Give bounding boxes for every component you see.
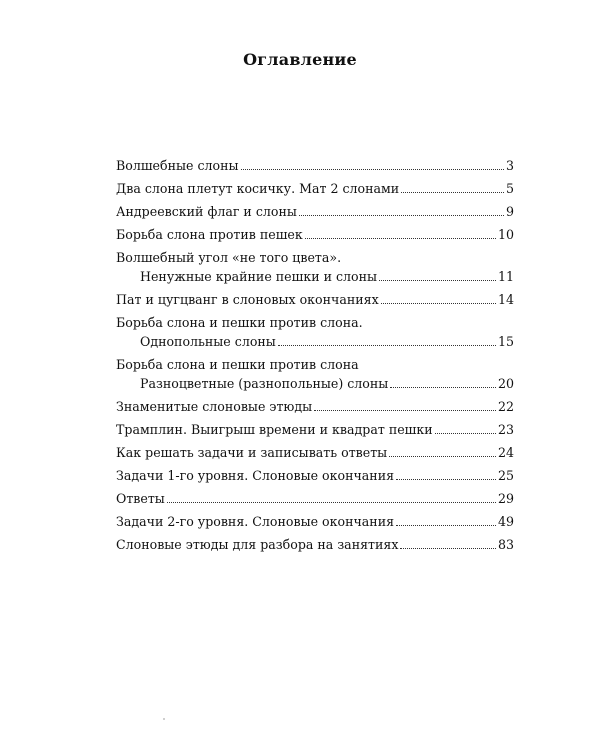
scan-speck [163, 718, 165, 720]
toc-page-number: 23 [497, 422, 514, 437]
toc-entry-title: Слоновые этюды для разбора на занятиях [116, 537, 399, 552]
toc-entry-title: Ответы [116, 491, 165, 506]
toc-page-number: 29 [497, 491, 514, 506]
dot-leader [396, 479, 496, 480]
dot-leader [167, 502, 496, 503]
table-of-contents [116, 156, 514, 558]
toc-line [116, 466, 514, 485]
toc-entry [116, 290, 514, 309]
toc-line [116, 489, 514, 508]
toc-entry [116, 420, 514, 439]
toc-entry-title: Андреевский флаг и слоны [116, 204, 297, 219]
dot-leader [389, 456, 496, 457]
toc-entry-title: Однопольные слоны [140, 334, 276, 349]
toc-entry-title: Борьба слона против пешек [116, 227, 303, 242]
toc-entry [116, 466, 514, 485]
toc-line [116, 202, 514, 221]
dot-leader [390, 387, 496, 388]
toc-entry-first-line: Борьба слона и пешки против слона [116, 357, 359, 372]
toc-entry-title: Разноцветные (разнопольные) слоны [140, 376, 389, 391]
toc-line [116, 179, 514, 198]
toc-line [116, 443, 514, 462]
toc-entry [116, 179, 514, 198]
toc-entry-title: Как решать задачи и записывать ответы [116, 445, 388, 460]
toc-entry-title: Знаменитые слоновые этюды [116, 399, 313, 414]
toc-line [116, 397, 514, 416]
toc-entry-title: Волшебные слоны [116, 158, 239, 173]
toc-entry [116, 156, 514, 175]
toc-line [116, 374, 514, 393]
toc-entry-title: Ненужные крайние пешки и слоны [140, 269, 378, 284]
dot-leader [314, 410, 496, 411]
dot-leader [400, 548, 496, 549]
toc-page-number: 9 [505, 204, 514, 219]
toc-page-number: 10 [497, 227, 514, 242]
dot-leader [305, 238, 496, 239]
toc-line [116, 332, 514, 351]
dot-leader [401, 192, 504, 193]
toc-line [116, 267, 514, 286]
toc-entry [116, 397, 514, 416]
toc-page-number: 14 [497, 292, 514, 307]
toc-line [116, 290, 514, 309]
toc-entry-title: Трамплин. Выигрыш времени и квадрат пешки [116, 422, 433, 437]
toc-entry-first-line: Борьба слона и пешки против слона. [116, 315, 363, 330]
toc-entry [116, 225, 514, 244]
toc-page-number: 11 [497, 269, 514, 284]
dot-leader [381, 303, 496, 304]
toc-entry [116, 512, 514, 531]
toc-entry-title: Два слона плетут косичку. Мат 2 слонами [116, 181, 400, 196]
toc-page-number: 24 [497, 445, 514, 460]
toc-line [116, 535, 514, 554]
toc-entry [116, 443, 514, 462]
toc-entry-title: Задачи 2-го уровня. Слоновые окончания [116, 514, 395, 529]
toc-page-number: 22 [497, 399, 514, 414]
toc-page-number: 83 [497, 537, 514, 552]
toc-page-number: 49 [497, 514, 514, 529]
toc-page-number: 15 [497, 334, 514, 349]
toc-line [116, 225, 514, 244]
dot-leader [241, 169, 504, 170]
dot-leader [278, 345, 496, 346]
dot-leader [396, 525, 496, 526]
toc-entry [116, 248, 514, 286]
toc-page-number: 5 [505, 181, 514, 196]
dot-leader [299, 215, 504, 216]
dot-leader [379, 280, 496, 281]
toc-line [116, 512, 514, 531]
toc-entry [116, 489, 514, 508]
toc-page-number: 25 [497, 468, 514, 483]
toc-entry-title: Пат и цугцванг в слоновых окончаниях [116, 292, 379, 307]
toc-entry [116, 202, 514, 221]
toc-page-number: 20 [497, 376, 514, 391]
toc-entry-title: Задачи 1-го уровня. Слоновые окончания [116, 468, 395, 483]
toc-entry-first-line: Волшебный угол «не того цвета». [116, 250, 342, 265]
toc-line [116, 156, 514, 175]
dot-leader [435, 433, 496, 434]
toc-entry [116, 355, 514, 393]
toc-entry [116, 313, 514, 351]
toc-line [116, 420, 514, 439]
toc-page-number: 3 [505, 158, 514, 173]
toc-entry [116, 535, 514, 554]
page-title: Оглавление [243, 50, 357, 69]
